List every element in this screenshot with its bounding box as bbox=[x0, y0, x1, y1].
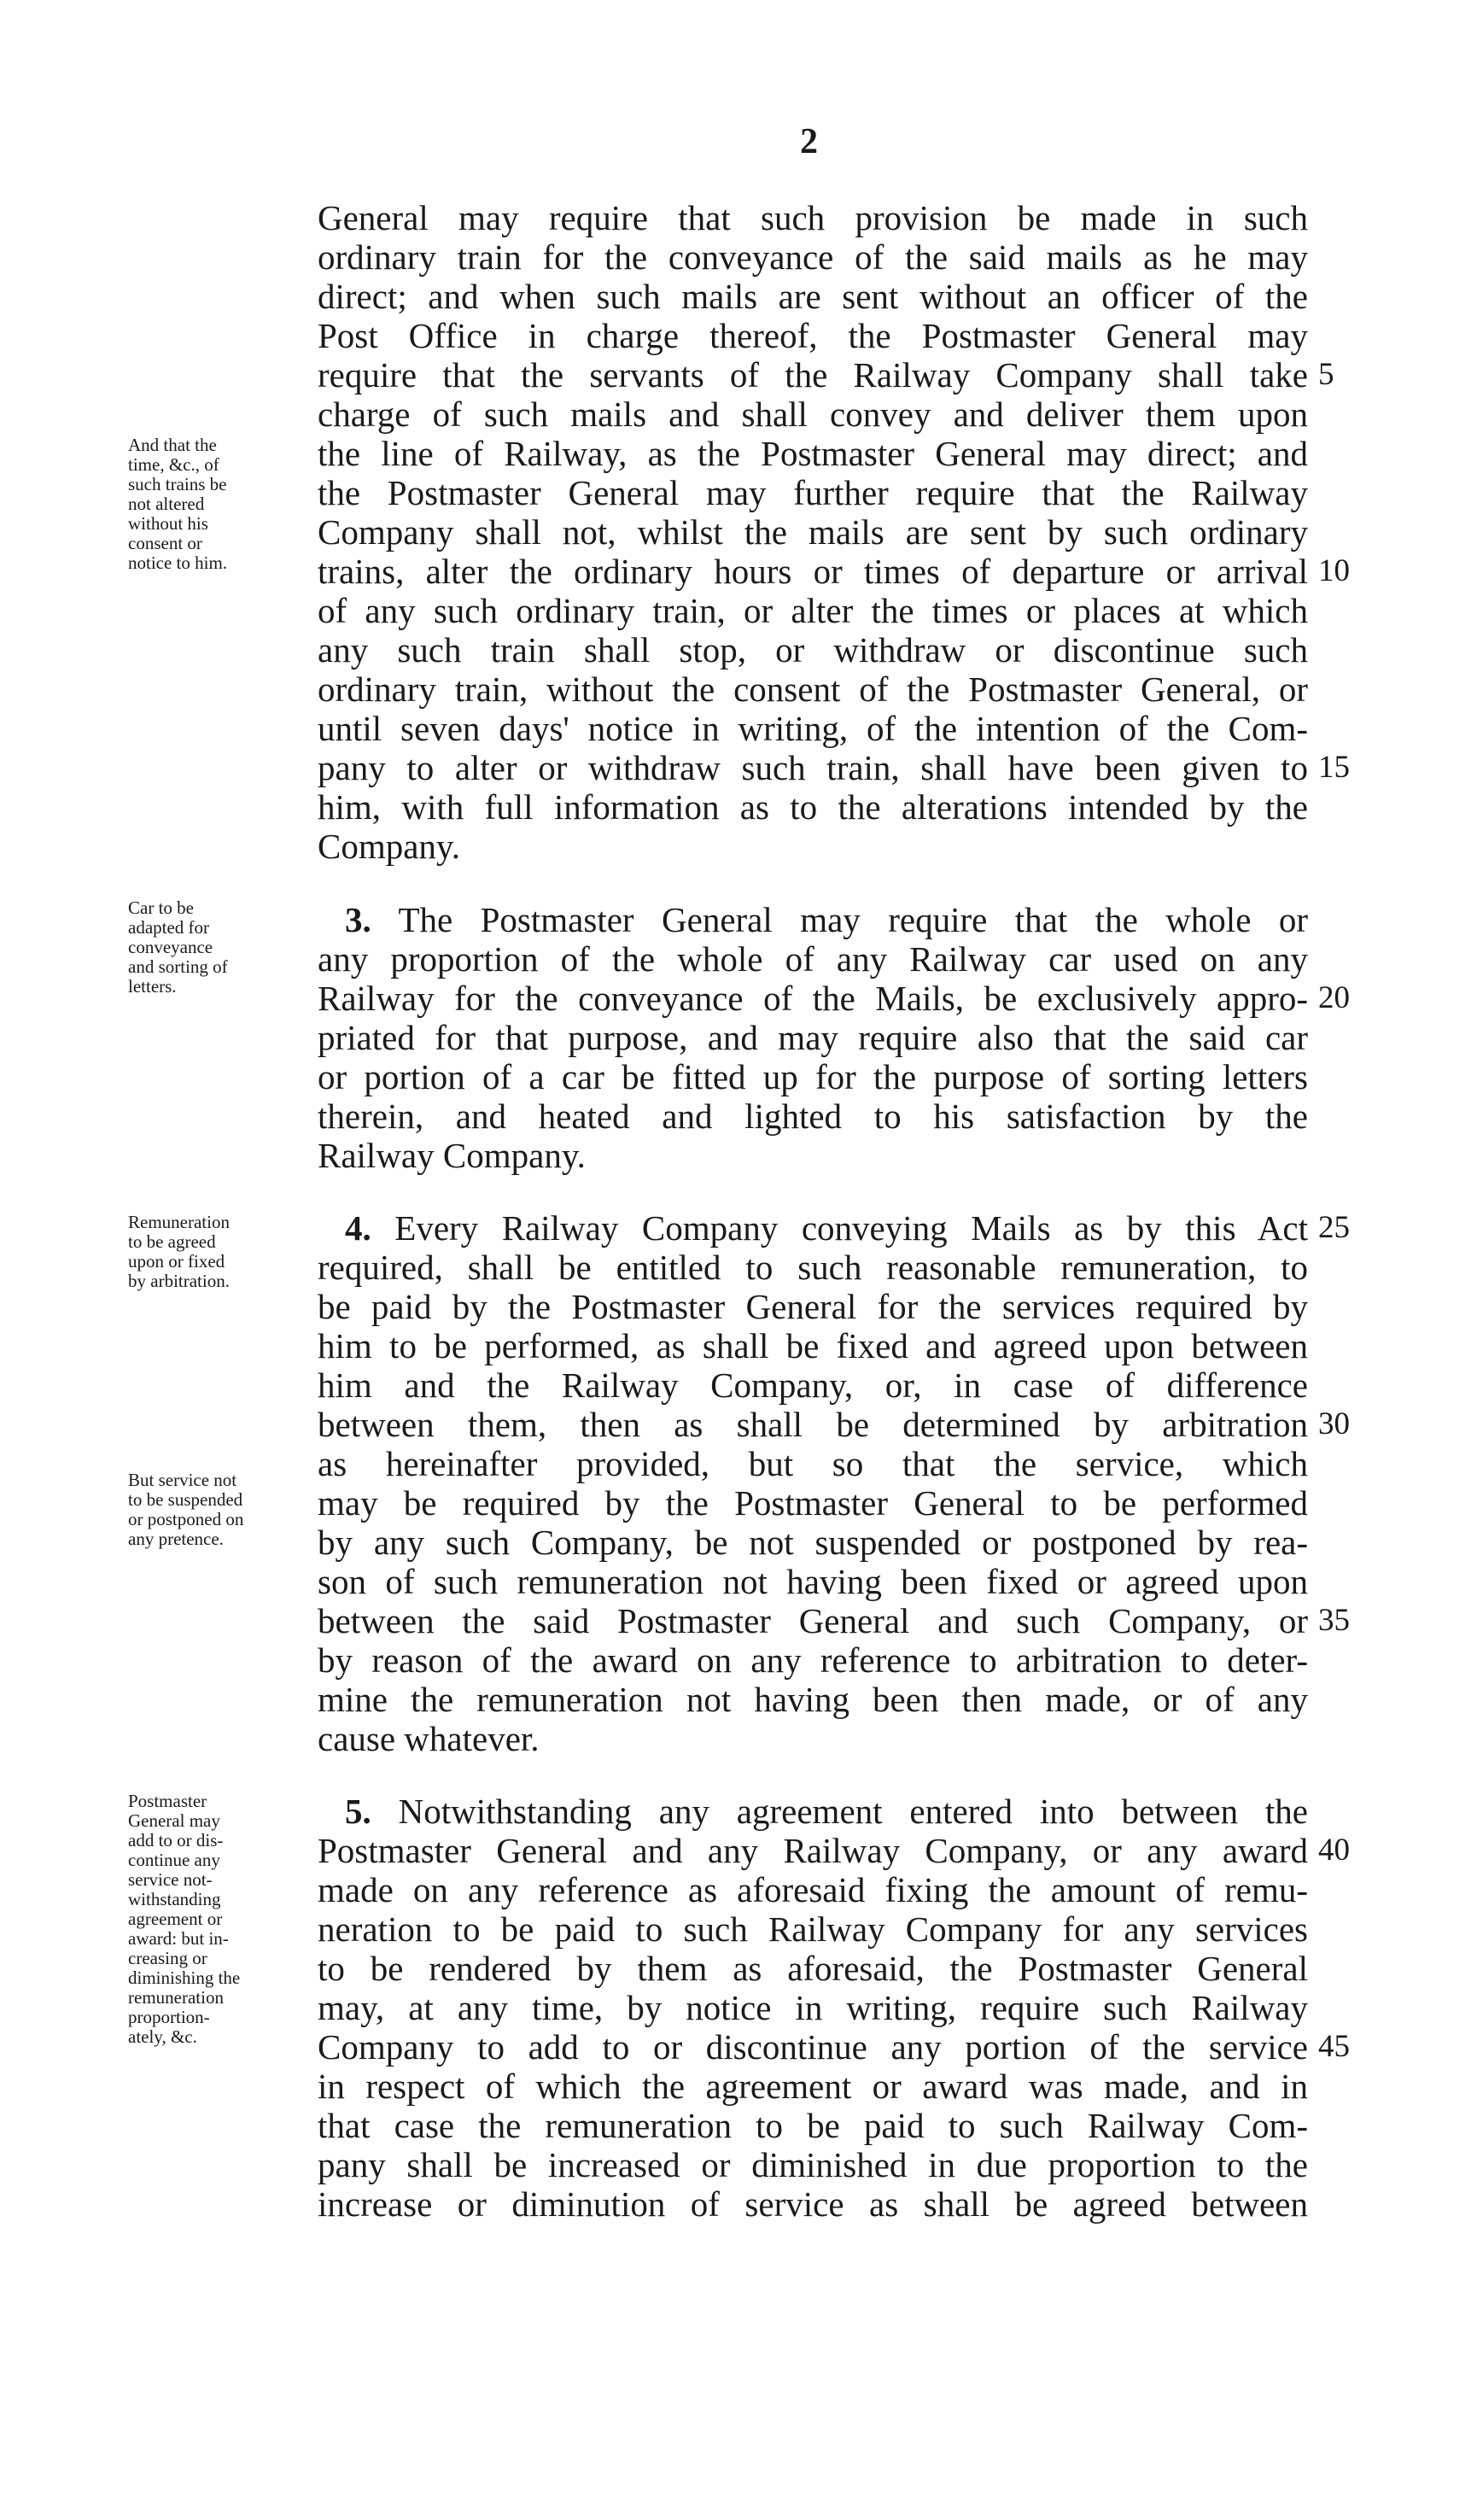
text-line bbox=[318, 1018, 1308, 1057]
side-note-line: And that the bbox=[128, 435, 217, 455]
line-text: Company to add to or discontinue any portion of the service bbox=[318, 2027, 1308, 2067]
side-note-line: and sorting of bbox=[128, 956, 228, 977]
line-text: pany to alter or withdraw such train, shall have been given to bbox=[318, 748, 1308, 787]
text-line bbox=[318, 1831, 1308, 1870]
text-line bbox=[318, 1988, 1308, 2027]
text-line bbox=[318, 1405, 1308, 1444]
text-line bbox=[318, 355, 1308, 395]
text-line bbox=[318, 1483, 1308, 1523]
side-note-line: to be agreed bbox=[128, 1231, 216, 1252]
text-line bbox=[318, 939, 1308, 979]
text-line bbox=[318, 748, 1308, 787]
text-line bbox=[318, 552, 1308, 591]
text-line bbox=[318, 2106, 1308, 2145]
text-line bbox=[318, 1057, 1308, 1096]
side-note-line: upon or fixed bbox=[128, 1251, 225, 1272]
line-text: Post Office in charge thereof, the Postmaster General may bbox=[318, 316, 1308, 355]
side-note-line: by arbitration. bbox=[128, 1271, 230, 1291]
section-number: 3. bbox=[345, 900, 371, 939]
line-text: neration to be paid to such Railway Company for any services bbox=[318, 1909, 1308, 1949]
text-line bbox=[318, 1640, 1308, 1680]
text-line bbox=[318, 1096, 1308, 1136]
side-note-line: continue any bbox=[128, 1850, 220, 1870]
text-line bbox=[318, 2067, 1308, 2106]
page-number: 2 bbox=[800, 122, 818, 161]
side-note-line: such trains be bbox=[128, 474, 227, 494]
line-text: trains, alter the ordinary hours or times of departure or arrival bbox=[318, 552, 1308, 591]
line-text: any such train shall stop, or withdraw or discontinue such bbox=[318, 630, 1308, 669]
text-line bbox=[318, 1719, 1308, 1758]
text-line bbox=[345, 1208, 1308, 1248]
line-text: or portion of a car be fitted up for the purpose of sorting letters bbox=[318, 1057, 1308, 1096]
line-text: him, with full information as to the alterations intended by the bbox=[318, 787, 1308, 827]
text-line bbox=[318, 395, 1308, 434]
line-number: 35 bbox=[1318, 1603, 1350, 1638]
line-text: direct; and when such mails are sent without an officer of the bbox=[318, 277, 1308, 316]
line-text: of any such ordinary train, or alter the times or places at which bbox=[318, 591, 1308, 630]
line-number: 45 bbox=[1318, 2029, 1350, 2064]
side-note-line: award: but in- bbox=[128, 1928, 229, 1949]
line-text: may be required by the Postmaster General to be performed bbox=[318, 1483, 1308, 1523]
line-number: 20 bbox=[1318, 980, 1350, 1015]
side-note-line: diminishing the bbox=[128, 1967, 241, 1988]
side-note-line: proportion- bbox=[128, 2007, 210, 2027]
line-text: pany shall be increased or diminished in due proportion to the bbox=[318, 2145, 1308, 2184]
line-text: until seven days' notice in writing, of the intention of the Com- bbox=[318, 709, 1308, 748]
side-note-line: withstanding bbox=[128, 1889, 221, 1909]
line-text: Company shall not, whilst the mails are sent by such ordinary bbox=[318, 512, 1308, 552]
line-text: therein, and heated and lighted to his satisfaction by the bbox=[318, 1096, 1308, 1136]
text-line bbox=[318, 669, 1308, 709]
side-note-line: creasing or bbox=[128, 1948, 207, 1968]
section-number: 5. bbox=[345, 1792, 371, 1831]
text-line bbox=[318, 277, 1308, 316]
line-text: ordinary train, without the consent of the Postmaster General, or bbox=[318, 669, 1308, 709]
text-line bbox=[318, 979, 1308, 1018]
text-line bbox=[318, 1248, 1308, 1287]
text-line bbox=[318, 2027, 1308, 2067]
side-note-line: service not- bbox=[128, 1869, 213, 1890]
text-line bbox=[318, 630, 1308, 669]
text-line bbox=[318, 434, 1308, 473]
line-number: 10 bbox=[1318, 553, 1350, 588]
line-text: Notwithstanding any agreement entered into between the bbox=[398, 1792, 1308, 1831]
side-note-line: any pretence. bbox=[128, 1529, 224, 1549]
text-line bbox=[318, 1523, 1308, 1562]
side-note-line: ately, &c. bbox=[128, 2026, 197, 2047]
side-note-line: conveyance bbox=[128, 937, 213, 957]
side-note-line: But service not bbox=[128, 1470, 237, 1490]
text-line bbox=[318, 1909, 1308, 1949]
side-note-line: consent or bbox=[128, 533, 202, 553]
line-text: to be rendered by them as aforesaid, the Postmaster General bbox=[318, 1949, 1308, 1988]
text-line bbox=[318, 237, 1308, 277]
line-text: ordinary train for the conveyance of the said mails as he may bbox=[318, 237, 1308, 277]
text-line bbox=[318, 198, 1308, 237]
text-line bbox=[318, 709, 1308, 748]
line-text: that case the remuneration to be paid to such Railway Com- bbox=[318, 2106, 1308, 2145]
text-line bbox=[318, 1601, 1308, 1640]
text-line bbox=[318, 1326, 1308, 1365]
side-note-line: notice to him. bbox=[128, 553, 228, 573]
line-text: Railway Company. bbox=[318, 1136, 586, 1175]
line-text: mine the remuneration not having been then made, or of any bbox=[318, 1680, 1308, 1719]
text-line bbox=[318, 1365, 1308, 1405]
line-text: priated for that purpose, and may require also that the said car bbox=[318, 1018, 1308, 1057]
line-text: the line of Railway, as the Postmaster General may direct; and bbox=[318, 434, 1308, 473]
line-text: Postmaster General and any Railway Company, or any award bbox=[318, 1831, 1308, 1870]
text-line bbox=[318, 1680, 1308, 1719]
text-line bbox=[318, 473, 1308, 512]
text-line bbox=[318, 787, 1308, 827]
text-line bbox=[318, 1444, 1308, 1483]
text-line bbox=[318, 1136, 1308, 1175]
line-number: 5 bbox=[1318, 357, 1334, 392]
line-text: Railway for the conveyance of the Mails, be exclusively appro- bbox=[318, 979, 1308, 1018]
line-text: son of such remuneration not having been fixed or agreed upon bbox=[318, 1562, 1308, 1601]
side-note-line: not altered bbox=[128, 494, 205, 514]
side-note-line: Remuneration bbox=[128, 1212, 230, 1232]
text-line bbox=[345, 900, 1308, 939]
side-note-line: to be suspended bbox=[128, 1489, 243, 1510]
side-note-line: Postmaster bbox=[128, 1791, 207, 1811]
side-note-line: letters. bbox=[128, 976, 177, 997]
line-text: required, shall be entitled to such reasonable remuneration, to bbox=[318, 1248, 1308, 1287]
text-line bbox=[318, 827, 1308, 866]
line-number: 25 bbox=[1318, 1210, 1350, 1245]
section-number: 4. bbox=[345, 1208, 371, 1248]
text-line bbox=[318, 1287, 1308, 1326]
line-number: 30 bbox=[1318, 1406, 1350, 1441]
line-text: between them, then as shall be determined by arbitration bbox=[318, 1405, 1308, 1444]
line-text: Every Railway Company conveying Mails as by this Act bbox=[394, 1208, 1308, 1248]
side-note-line: agreement or bbox=[128, 1909, 223, 1929]
line-text: may, at any time, by notice in writing, require such Railway bbox=[318, 1988, 1308, 2027]
line-text: require that the servants of the Railway Company shall take bbox=[318, 355, 1308, 395]
text-line bbox=[318, 2184, 1308, 2224]
line-text: be paid by the Postmaster General for the services required by bbox=[318, 1287, 1308, 1326]
line-text: the Postmaster General may further require that the Railway bbox=[318, 473, 1308, 512]
side-note-line: add to or dis- bbox=[128, 1830, 224, 1851]
line-text: increase or diminution of service as shall be agreed between bbox=[318, 2184, 1308, 2224]
line-text: made on any reference as aforesaid fixing the amount of remu- bbox=[318, 1870, 1308, 1909]
line-text: cause whatever. bbox=[318, 1719, 540, 1758]
line-text: him and the Railway Company, or, in case of difference bbox=[318, 1365, 1308, 1405]
text-line bbox=[318, 2145, 1308, 2184]
line-text: charge of such mails and shall convey and deliver them upon bbox=[318, 395, 1308, 434]
side-note-line: or postponed on bbox=[128, 1509, 244, 1529]
text-line bbox=[345, 1792, 1308, 1831]
text-line bbox=[318, 316, 1308, 355]
line-text: him to be performed, as shall be fixed and agreed upon between bbox=[318, 1326, 1308, 1365]
line-text: as hereinafter provided, but so that the service, which bbox=[318, 1444, 1308, 1483]
text-line bbox=[318, 1562, 1308, 1601]
line-text: by any such Company, be not suspended or postponed by rea- bbox=[318, 1523, 1308, 1562]
line-text: Company. bbox=[318, 827, 461, 866]
line-text: any proportion of the whole of any Railway car used on any bbox=[318, 939, 1308, 979]
side-note-line: without his bbox=[128, 513, 208, 534]
text-line bbox=[318, 1949, 1308, 1988]
side-note-line: adapted for bbox=[128, 917, 210, 938]
side-note-line: General may bbox=[128, 1810, 220, 1831]
side-note-line: time, &c., of bbox=[128, 454, 219, 475]
text-line bbox=[318, 512, 1308, 552]
line-text: in respect of which the agreement or award was made, and in bbox=[318, 2067, 1308, 2106]
line-number: 40 bbox=[1318, 1833, 1350, 1868]
line-text: The Postmaster General may require that the whole or bbox=[398, 900, 1308, 939]
line-number: 15 bbox=[1318, 750, 1350, 785]
line-text: between the said Postmaster General and such Company, or bbox=[318, 1601, 1308, 1640]
line-text: by reason of the award on any reference to arbitration to deter- bbox=[318, 1640, 1308, 1680]
text-line bbox=[318, 1870, 1308, 1909]
text-line bbox=[318, 591, 1308, 630]
side-note-line: Car to be bbox=[128, 897, 194, 918]
line-text: General may require that such provision be made in such bbox=[318, 198, 1308, 237]
side-note-line: remuneration bbox=[128, 1987, 224, 2008]
